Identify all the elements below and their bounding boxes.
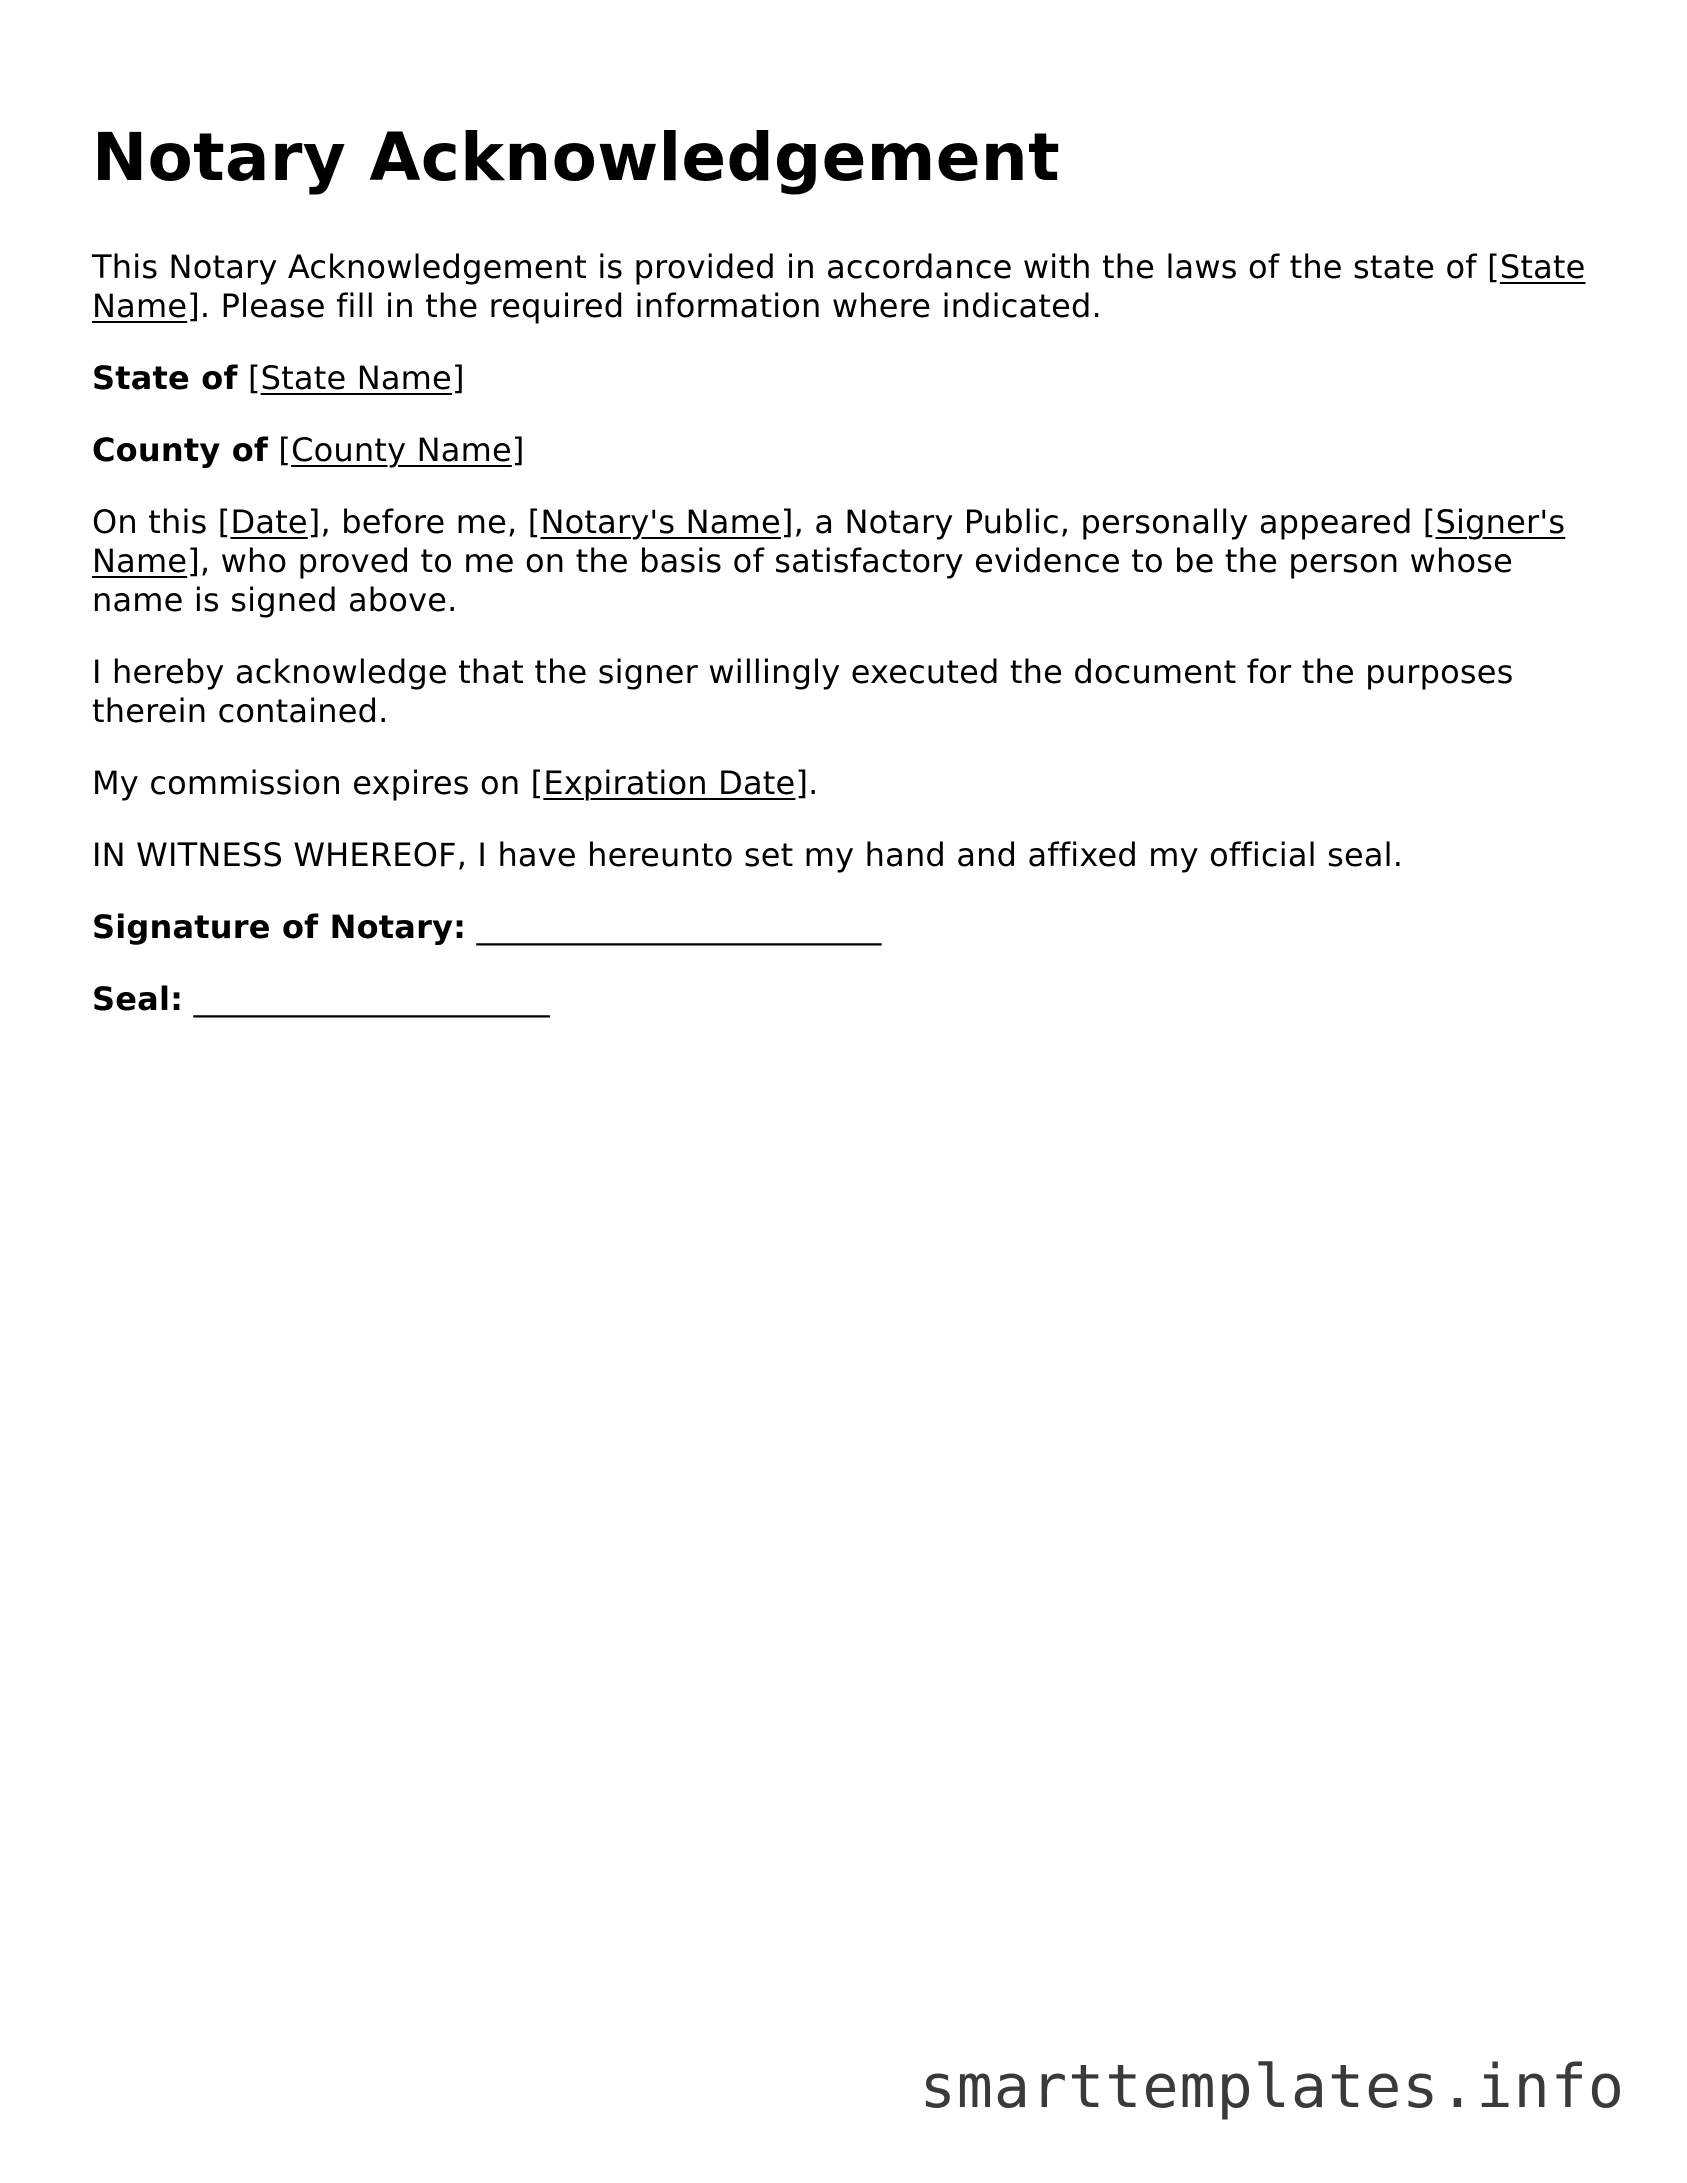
notary-name-placeholder[interactable]: Notary's Name [540,503,781,541]
appearance-paragraph [92,503,1612,620]
state-name-placeholder[interactable]: State Name [260,359,452,397]
witness-paragraph: IN WITNESS WHEREOF, I have hereunto set my hand and affixed my official seal. [92,836,1404,874]
watermark: smarttemplates.info [919,2052,1625,2122]
signature-label: Signature of Notary: [92,908,467,946]
seal-line [92,980,1612,1019]
appearance-text-3: ], a Notary Public, personally appeared [ [780,503,1436,541]
county-bracket-close: ] [511,431,525,469]
appearance-text-4: ], who proved to me on the basis of satisfactory evidence to be the person whose name is signed above. [92,542,1513,619]
acknowledge-paragraph: I hereby acknowledge that the signer willingly executed the document for the purposes therein contained. [92,653,1514,730]
expiration-date-placeholder[interactable]: Expiration Date [543,764,796,802]
state-label: State of [92,359,238,397]
county-bracket-open: [ [278,431,292,469]
document-page [92,112,1612,1052]
state-line [92,359,1612,398]
state-bracket-close: ] [451,359,465,397]
intro-paragraph [92,248,1612,326]
seal-label: Seal: [92,980,184,1018]
document-title: Notary Acknowledgement [92,119,1060,196]
county-label: County of [92,431,269,469]
commission-text-1: My commission expires on [ [92,764,544,802]
intro-text-after: . Please fill in the required information where indicated. [199,287,1102,325]
appearance-text-1: On this [ [92,503,231,541]
seal-blank[interactable]: ______________________ [193,980,550,1018]
signer-name-placeholder[interactable]: Signer's Name [92,503,1566,580]
intro-bracket-open: [ [1487,248,1500,286]
intro-text-before: This Notary Acknowledgement is provided in accordance with the laws of the state of [92,248,1488,286]
commission-paragraph [92,764,1612,803]
county-name-placeholder[interactable]: County Name [291,431,512,469]
appearance-text-2: ], before me, [ [307,503,541,541]
intro-bracket-close: ] [187,287,200,325]
state-bracket-open: [ [247,359,261,397]
intro-state-placeholder[interactable]: State Name [92,248,1586,325]
signature-line [92,908,1612,947]
date-placeholder[interactable]: Date [230,503,308,541]
signature-blank[interactable]: _________________________ [476,908,882,946]
commission-text-2: ]. [795,764,819,802]
county-line [92,431,1612,470]
